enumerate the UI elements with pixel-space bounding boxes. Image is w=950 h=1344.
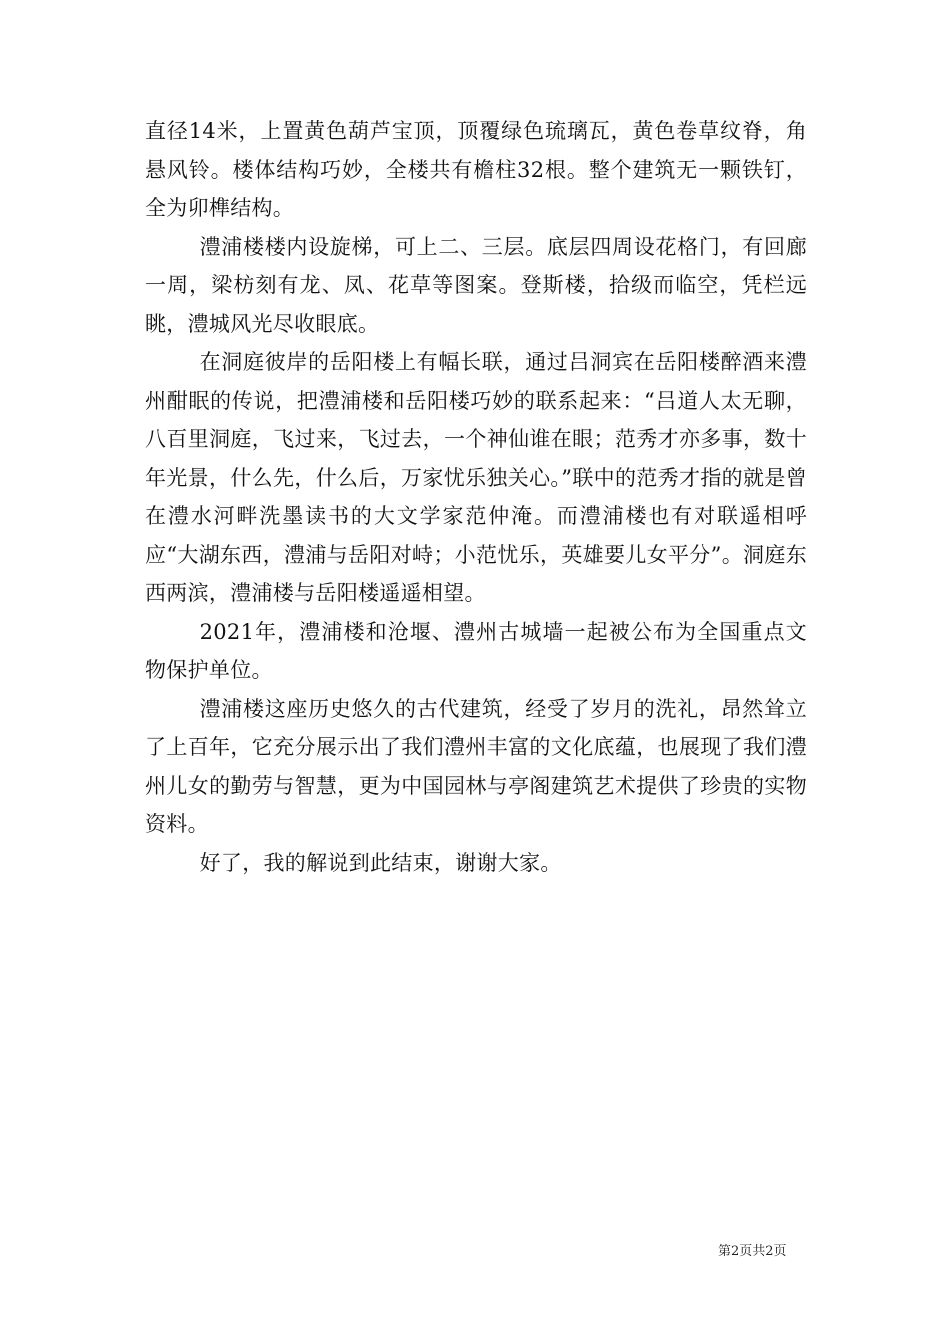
paragraph-building-structure: 直径14米，上置黄色葫芦宝顶，顶覆绿色琉璃瓦，黄色卷草纹脊，角悬风铃。楼体结构巧妙，全楼共有檐柱32根。整个建筑无一颗铁钉，全为卯榫结构。 <box>145 119 807 220</box>
paragraph-couplet: 在洞庭彼岸的岳阳楼上有幅长联，通过吕洞宾在岳阳楼醉酒来澧州酣眠的传说，把澧浦楼和岳阳楼巧妙的联系起来：“吕道人太无聊，八百里洞庭，飞过来，飞过去，一个神仙谁在眼；范秀才亦多事，数十年光景，什么先，什么后，万家忧乐独关心。”联中的范秀才指的就是曾在澧水河畔洗墨读书的大文学家范仲淹。而澧浦楼也有对联遥相呼应“大湖东西，澧浦与岳阳对峙；小范忧乐，英雄要儿女平分”。洞庭东西两滨，澧浦楼与岳阳楼遥遥相望。 <box>145 350 807 605</box>
page-number-footer: 第2页共2页 <box>718 1244 787 1259</box>
paragraph-closing: 好了，我的解说到此结束，谢谢大家。 <box>199 850 562 875</box>
paragraph-heritage-2021: 2021年，澧浦楼和沧堰、澧州古城墙一起被公布为全国重点文物保护单位。 <box>145 619 807 682</box>
paragraph-interior: 澧浦楼楼内设旋梯，可上二、三层。底层四周设花格门，有回廊一周，梁枋刻有龙、凤、花草等图案。登斯楼，拾级而临空，凭栏远眺，澧城风光尽收眼底。 <box>145 234 807 336</box>
paragraph-significance: 澧浦楼这座历史悠久的古代建筑，经受了岁月的洗礼，昂然耸立了上百年，它充分展示出了我们澧州丰富的文化底蕴，也展现了我们澧州儿女的勤劳与智慧，更为中国园林与亭阁建筑艺术提供了珍贵的实物资料。 <box>145 696 807 836</box>
document-body <box>145 112 807 882</box>
